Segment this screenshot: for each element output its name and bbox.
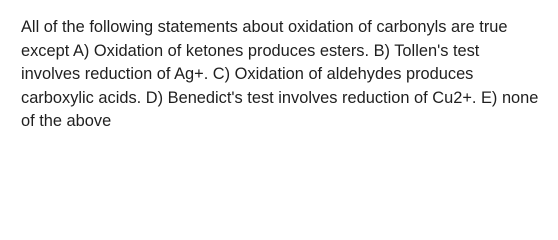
question-text: All of the following statements about oxidation of carbonyls are true except A) Oxidation of ketones produces esters. B) Tollen's test involves reduction of Ag+. C) Oxidation of aldehydes produces carboxylic acids. D) Benedict's test involves reduction of Cu2+. E) none of the above (21, 18, 539, 130)
